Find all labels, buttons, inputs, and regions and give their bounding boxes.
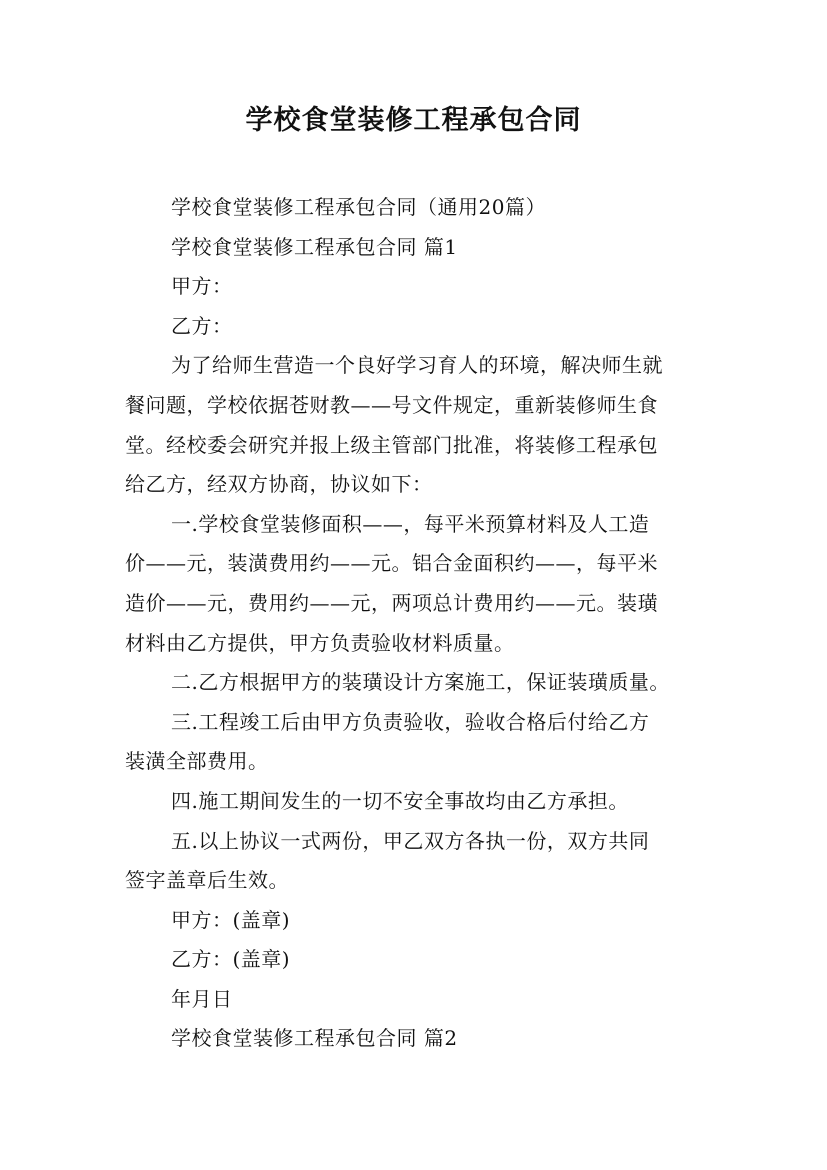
section-heading-2: 学校食堂装修工程承包合同 篇2 — [171, 1026, 458, 1051]
subtitle-line: 学校食堂装修工程承包合同（通用20篇） — [171, 195, 546, 219]
clause-line: 材料由乙方提供，甲方负责验收材料质量。 — [125, 630, 515, 655]
clause-line: 五.以上协议一式两份，甲乙双方各执一份，双方共同 — [171, 828, 650, 853]
clause-line: 签字盖章后生效。 — [125, 868, 289, 893]
clause-line: 一.学校食堂装修面积——，每平米预算材料及人工造 — [171, 511, 650, 536]
paragraph-line: 为了给师生营造一个良好学习育人的环境，解决师生就 — [171, 353, 663, 378]
party-a-line: 甲方： — [171, 274, 233, 299]
signature-party-b: 乙方：(盖章) — [171, 947, 291, 972]
clause-line: 价——元，装潢费用约——元。铝合金面积约——，每平米 — [125, 551, 658, 576]
document-body — [125, 188, 725, 1059]
paragraph-line: 堂。经校委会研究并报上级主管部门批准，将装修工程承包 — [125, 432, 658, 457]
section-heading-1: 学校食堂装修工程承包合同 篇1 — [171, 234, 458, 259]
clause-line: 四.施工期间发生的一切不安全事故均由乙方承担。 — [171, 788, 629, 813]
signature-party-a: 甲方：(盖章) — [171, 907, 291, 932]
clause-line: 装潢全部费用。 — [125, 749, 269, 774]
party-b-line: 乙方： — [171, 313, 233, 338]
date-line: 年月日 — [171, 986, 233, 1011]
paragraph-line: 给乙方，经双方协商，协议如下： — [125, 472, 433, 497]
paragraph-line: 餐问题，学校依据苍财教——号文件规定，重新装修师生食 — [125, 392, 658, 417]
document-title: 学校食堂装修工程承包合同 — [245, 105, 582, 136]
clause-line: 二.乙方根据甲方的装璜设计方案施工，保证装璜质量。 — [171, 670, 670, 695]
clause-line: 三.工程竣工后由甲方负责验收，验收合格后付给乙方 — [171, 709, 650, 734]
clause-line: 造价——元，费用约——元，两项总计费用约——元。装璜 — [125, 590, 658, 615]
